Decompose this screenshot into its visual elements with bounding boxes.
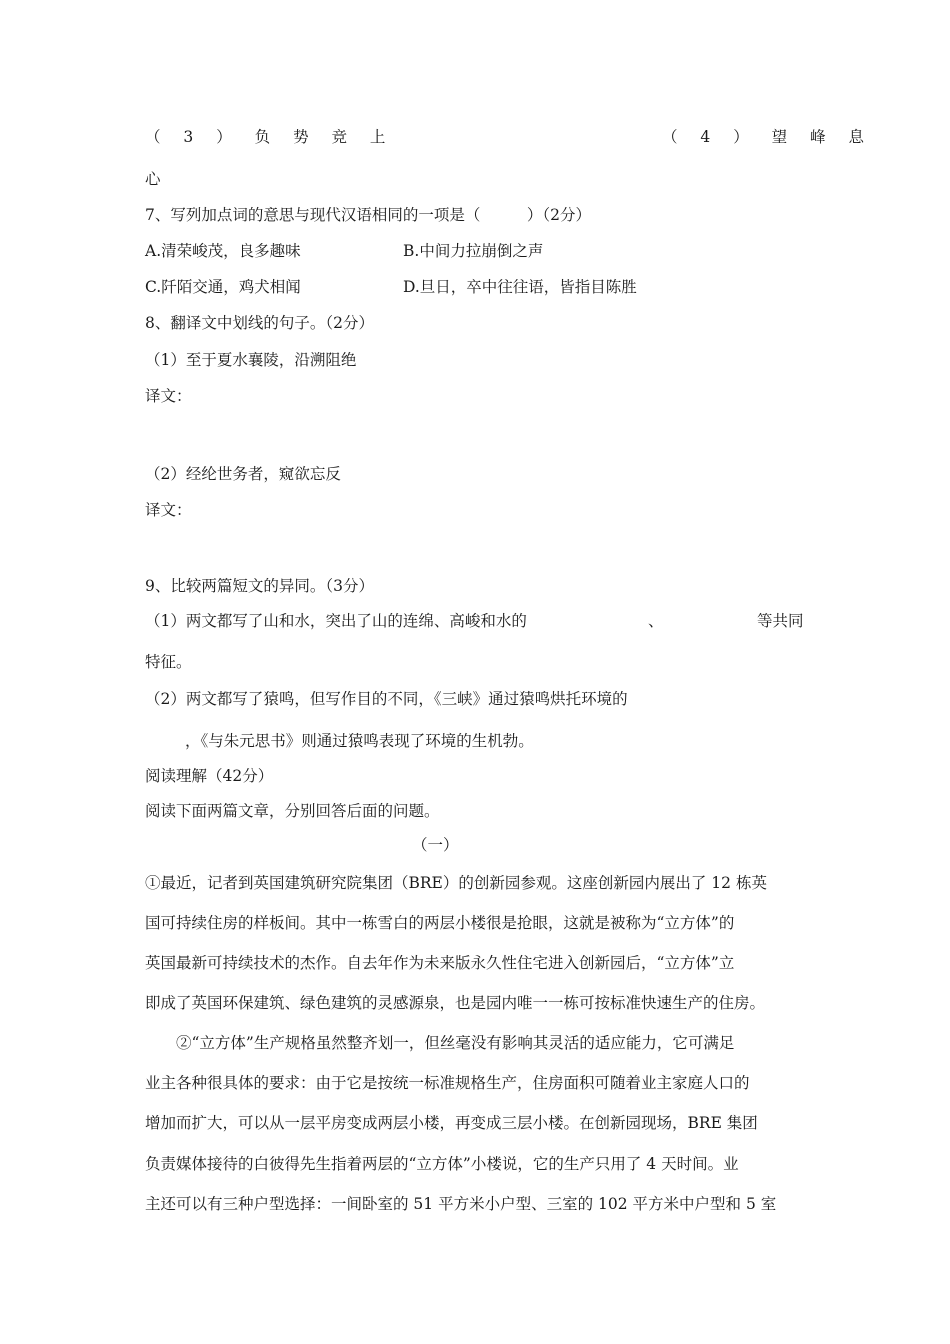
reading-intro: 阅读下面两篇文章，分别回答后面的问题。 <box>145 802 440 820</box>
passage-p2-line: 业主各种很具体的要求：由于它是按统一标准规格生产，住房面积可随着业主家庭人口的 <box>145 1074 750 1092</box>
q6-item-4: （ 4 ） 望 峰 息 <box>662 128 873 146</box>
passage-p1-line: ①最近，记者到英国建筑研究院集团（BRE）的创新园参观。这座创新园内展出了 12 栋英 <box>145 874 767 892</box>
q7-stem: 7、写列加点词的意思与现代汉语相同的一项是（ ）（2分） <box>145 206 591 224</box>
q8-stem: 8、翻译文中划线的句子。（2分） <box>145 314 374 332</box>
q7-option-a: A.清荣峻茂，良多趣味 <box>145 242 301 260</box>
q7-option-d: D.旦日，卒中往往语，皆指目陈胜 <box>403 278 637 296</box>
q9-part-1-tail: 特征。 <box>145 653 192 671</box>
passage-p2-line: 负责媒体接待的白彼得先生指着两层的“立方体”小楼说，它的生产只用了 4 天时间。业 <box>145 1155 739 1173</box>
q9-part-1: （1）两文都写了山和水，突出了山的连绵、高峻和水的 <box>145 612 527 630</box>
passage-p1-line: 即成了英国环保建筑、绿色建筑的灵感源泉，也是园内唯一一栋可按标准快速生产的住房。 <box>145 994 766 1012</box>
passage-p2-line: ②“立方体”生产规格虽然整齐划一，但丝毫没有影响其灵活的适应能力，它可满足 <box>176 1034 735 1052</box>
q7-option-b: B.中间力拉崩倒之声 <box>403 242 544 260</box>
q9-part-1-end: 等共同 <box>757 612 804 630</box>
reading-part-heading: （一） <box>412 836 459 854</box>
q6-item-4-tail: 心 <box>145 170 161 188</box>
passage-p2-line: 增加而扩大，可以从一层平房变成两层小楼，再变成三层小楼。在创新园现场，BRE 集团 <box>145 1114 758 1132</box>
q9-stem: 9、比较两篇短文的异同。（3分） <box>145 577 374 595</box>
q8-translation-1-label: 译文： <box>145 387 192 405</box>
q7-option-c: C.阡陌交通，鸡犬相闻 <box>145 278 301 296</box>
q9-part-2: （2）两文都写了猿鸣，但写作目的不同，《三峡》通过猿鸣烘托环境的 <box>145 690 628 708</box>
passage-p1-line: 国可持续住房的样板间。其中一栋雪白的两层小楼很是抢眼，这就是被称为“立方体”的 <box>145 914 735 932</box>
reading-section-title: 阅读理解（42分） <box>145 767 274 785</box>
q6-item-3: （ 3 ） 负 势 竞 上 <box>145 128 395 146</box>
q8-sentence-1: （1）至于夏水襄陵，沿溯阻绝 <box>145 351 357 369</box>
passage-p1-line: 英国最新可持续技术的杰作。自去年作为未来版永久性住宅进入创新园后，“立方体”立 <box>145 954 735 972</box>
q8-translation-2-label: 译文： <box>145 501 192 519</box>
q8-sentence-2: （2）经纶世务者，窥欲忘反 <box>145 465 341 483</box>
q9-part-2-tail: ，《与朱元思书》则通过猿鸣表现了环境的生机勃。 <box>185 732 534 750</box>
passage-p2-line: 主还可以有三种户型选择：一间卧室的 51 平方米小户型、三室的 102 平方米中户型和 5 室 <box>145 1195 777 1213</box>
q9-part-1-separator: 、 <box>648 612 664 630</box>
